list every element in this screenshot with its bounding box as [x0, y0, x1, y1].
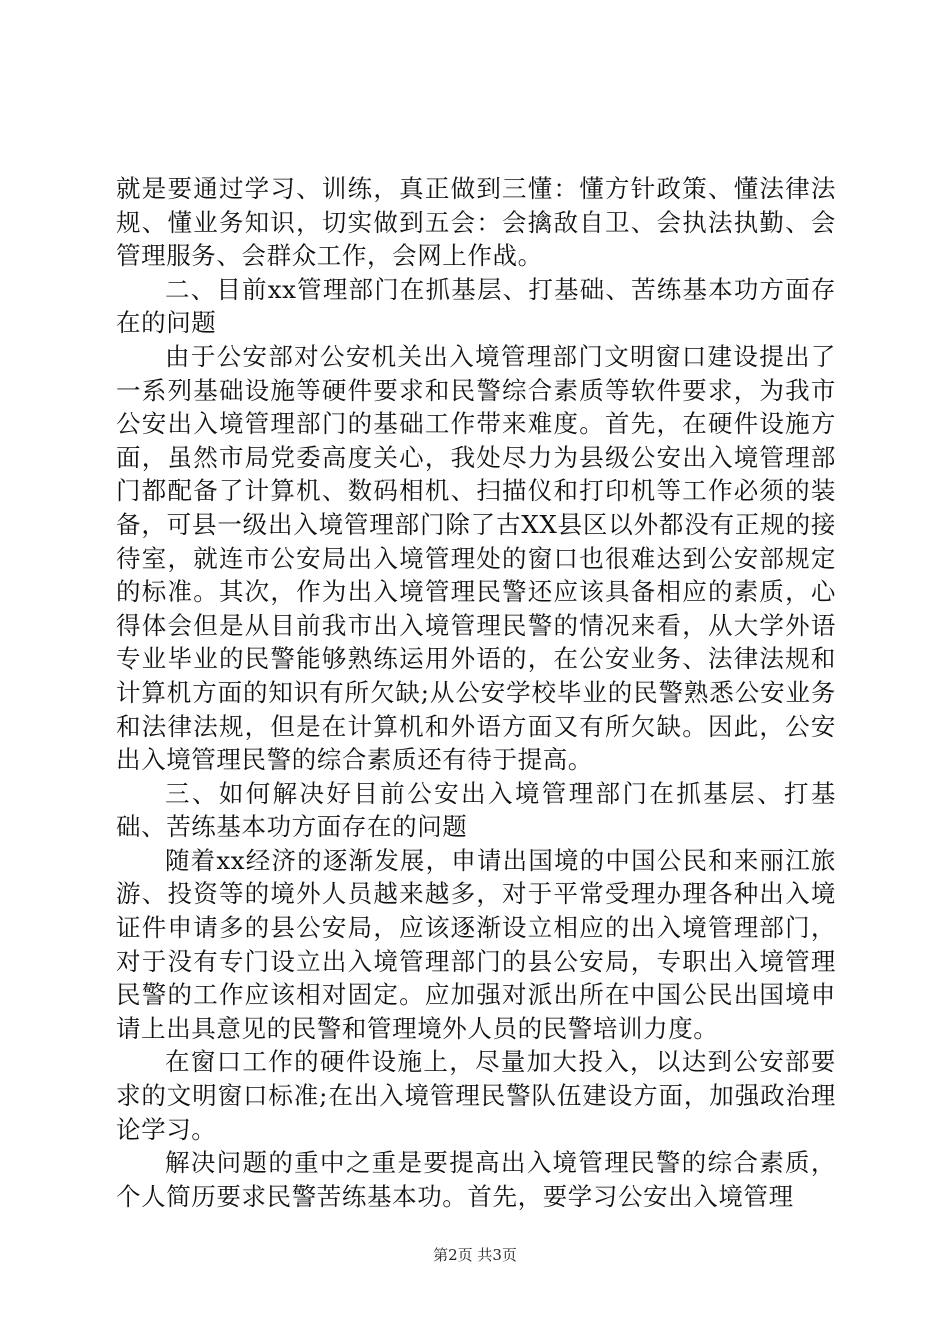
paragraph-solutions: 随着xx经济的逐渐发展，申请出国境的中国公民和来丽江旅游、投资等的境外人员越来越多，对于平常受理办理各种出入境证件申请多的县公安局，应该逐渐设立相应的出入境管理部门，对于没有专门设立出入境管理部门的县公安局，专职出入境管理民警的工作应该相对固定。应加强对派出所在中国公民出国境申请上出具意见的民警和管理境外人员的民警培训力度。 [116, 845, 836, 1043]
paragraph-continuation: 就是要通过学习、训练，真正做到三懂：懂方针政策、懂法律法规、懂业务知识，切实做到五会：会擒敌自卫、会执法执勤、会管理服务、会群众工作，会网上作战。 [116, 174, 836, 271]
paragraph-problems: 由于公安部对公安机关出入境管理部门文明窗口建设提出了一系列基础设施等硬件要求和民警综合素质等软件要求，为我市公安出入境管理部门的基础工作带来难度。首先，在硬件设施方面，虽然市局党委高度关心，我处尽力为县级公安出入境管理部门都配备了计算机、数码相机、扫描仪和打印机等工作必须的装备，可县一级出入境管理部门除了古XX县区以外都没有正规的接待室，就连市公安局出入境管理处的窗口也很难达到公安部规定的标准。其次，作为出入境管理民警还应该具备相应的素质，心得体会但是从目前我市出入境管理民警的情况来看，从大学外语专业毕业的民警能够熟练运用外语的，在公安业务、法律法规和计算机方面的知识有所欠缺;从公安学校毕业的民警熟悉公安业务和法律法规，但是在计算机和外语方面又有所欠缺。因此，公安出入境管理民警的综合素质还有待于提高。 [116, 341, 836, 775]
section-heading-3: 三、如何解决好目前公安出入境管理部门在抓基层、打基础、苦练基本功方面存在的问题 [116, 778, 836, 842]
paragraph-quality: 解决问题的重中之重是要提高出入境管理民警的综合素质，个人简历要求民警苦练基本功。首先，要学习公安出入境管理 [116, 1148, 836, 1211]
paragraph-hardware: 在窗口工作的硬件设施上，尽量加大投入，以达到公安部要求的文明窗口标准;在出入境管理民警队伍建设方面，加强政治理论学习。 [116, 1047, 836, 1144]
page-number-footer: 第2页 共3页 [433, 1246, 517, 1264]
section-heading-2: 二、目前xx管理部门在抓基层、打基础、苦练基本功方面存在的问题 [116, 274, 836, 338]
document-body [116, 172, 836, 1213]
